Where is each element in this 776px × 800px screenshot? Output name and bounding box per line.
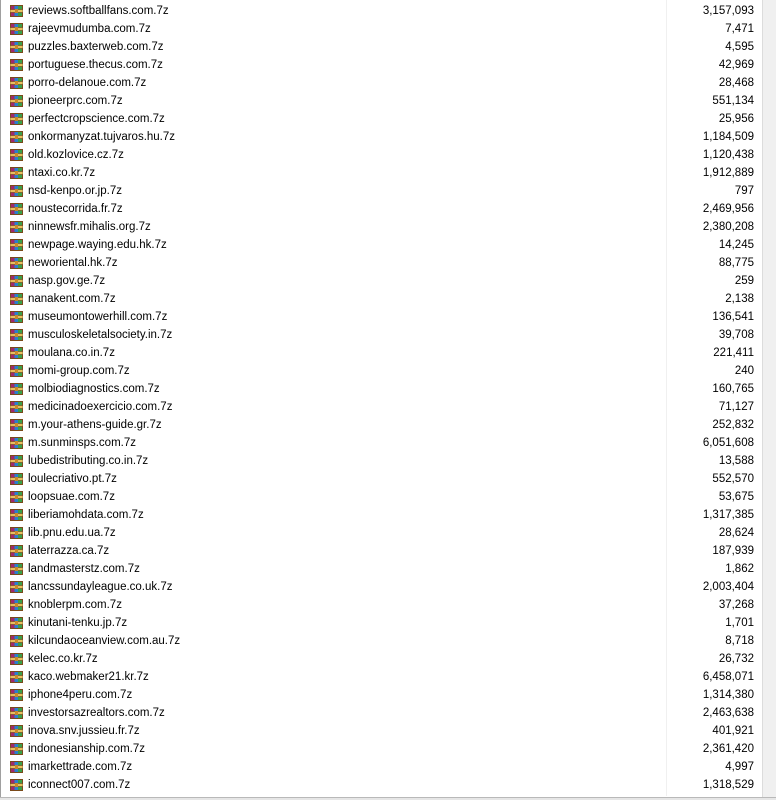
file-name: kaco.webmaker21.kr.7z xyxy=(28,671,149,683)
winrar-archive-icon xyxy=(10,239,23,251)
file-name: perfectcropscience.com.7z xyxy=(28,113,165,125)
winrar-archive-icon xyxy=(10,527,23,539)
file-name: onkormanyzat.tujvaros.hu.7z xyxy=(28,131,176,143)
file-size: 187,939 xyxy=(712,545,754,557)
file-size: 37,268 xyxy=(718,599,754,611)
file-size: 1,701 xyxy=(725,617,754,629)
winrar-archive-icon xyxy=(10,473,23,485)
winrar-archive-icon xyxy=(10,41,23,53)
winrar-archive-icon xyxy=(10,599,23,611)
winrar-archive-icon xyxy=(10,95,23,107)
file-row[interactable] xyxy=(0,524,762,542)
file-row[interactable] xyxy=(0,776,762,794)
file-row[interactable] xyxy=(0,452,762,470)
file-size: 1,314,380 xyxy=(702,689,754,701)
file-row[interactable] xyxy=(0,38,762,56)
file-name: knoblerpm.com.7z xyxy=(28,599,122,611)
file-row[interactable] xyxy=(0,92,762,110)
file-name: kinutani-tenku.jp.7z xyxy=(28,617,128,629)
file-name: m.sunminsps.com.7z xyxy=(28,437,137,449)
winrar-archive-icon xyxy=(10,383,23,395)
winrar-archive-icon xyxy=(10,311,23,323)
winrar-archive-icon xyxy=(10,5,23,17)
file-size: 2,380,208 xyxy=(702,221,754,233)
file-name: laterrazza.ca.7z xyxy=(28,545,110,557)
file-size: 1,317,385 xyxy=(702,509,754,521)
file-size: 1,912,889 xyxy=(702,167,754,179)
file-name: puzzles.baxterweb.com.7z xyxy=(28,41,164,53)
file-name: iconnect007.com.7z xyxy=(28,779,131,791)
file-row[interactable] xyxy=(0,308,762,326)
file-row[interactable] xyxy=(0,560,762,578)
file-row[interactable] xyxy=(0,506,762,524)
file-name: noustecorrida.fr.7z xyxy=(28,203,123,215)
winrar-archive-icon xyxy=(10,743,23,755)
file-row[interactable] xyxy=(0,434,762,452)
file-row[interactable] xyxy=(0,200,762,218)
file-name: iphone4peru.com.7z xyxy=(28,689,133,701)
file-size: 6,458,071 xyxy=(702,671,754,683)
file-name: lubedistributing.co.in.7z xyxy=(28,455,149,467)
file-name: nanakent.com.7z xyxy=(28,293,116,305)
file-row[interactable] xyxy=(0,686,762,704)
winrar-archive-icon xyxy=(10,491,23,503)
winrar-archive-icon xyxy=(10,221,23,233)
file-row[interactable] xyxy=(0,146,762,164)
file-size: 2,463,638 xyxy=(702,707,754,719)
file-row[interactable] xyxy=(0,758,762,776)
file-size: 13,588 xyxy=(718,455,754,467)
file-size: 401,921 xyxy=(712,725,754,737)
file-size: 8,718 xyxy=(725,635,754,647)
file-size: 1,120,438 xyxy=(702,149,754,161)
winrar-archive-icon xyxy=(10,455,23,467)
winrar-archive-icon xyxy=(10,113,23,125)
winrar-archive-icon xyxy=(10,437,23,449)
winrar-archive-icon xyxy=(10,59,23,71)
file-row[interactable] xyxy=(0,110,762,128)
file-row[interactable] xyxy=(0,56,762,74)
file-name: rajeevmudumba.com.7z xyxy=(28,23,151,35)
vertical-scrollbar[interactable] xyxy=(762,0,776,800)
file-name: nsd-kenpo.or.jp.7z xyxy=(28,185,122,197)
file-size: 14,245 xyxy=(718,239,754,251)
file-size: 136,541 xyxy=(712,311,754,323)
winrar-archive-icon xyxy=(10,77,23,89)
file-row[interactable] xyxy=(0,2,762,20)
file-name: investorsazrealtors.com.7z xyxy=(28,707,165,719)
file-size: 42,969 xyxy=(718,59,754,71)
file-row[interactable] xyxy=(0,74,762,92)
file-name: pioneerprc.com.7z xyxy=(28,95,123,107)
winrar-archive-icon xyxy=(10,545,23,557)
winrar-archive-icon xyxy=(10,761,23,773)
winrar-archive-icon xyxy=(10,329,23,341)
file-name: moulana.co.in.7z xyxy=(28,347,115,359)
file-size: 53,675 xyxy=(718,491,754,503)
file-name: neworiental.hk.7z xyxy=(28,257,118,269)
file-row[interactable] xyxy=(0,470,762,488)
file-size: 4,595 xyxy=(725,41,754,53)
winrar-archive-icon xyxy=(10,23,23,35)
file-row[interactable] xyxy=(0,722,762,740)
file-name: indonesianship.com.7z xyxy=(28,743,145,755)
winrar-archive-icon xyxy=(10,635,23,647)
file-size: 88,775 xyxy=(718,257,754,269)
winrar-archive-icon xyxy=(10,581,23,593)
file-name: old.kozlovice.cz.7z xyxy=(28,149,124,161)
file-name: kelec.co.kr.7z xyxy=(28,653,98,665)
winrar-archive-icon xyxy=(10,167,23,179)
file-size: 2,138 xyxy=(725,293,754,305)
file-name: imarkettrade.com.7z xyxy=(28,761,133,773)
winrar-archive-icon xyxy=(10,347,23,359)
winrar-archive-icon xyxy=(10,617,23,629)
file-row[interactable] xyxy=(0,326,762,344)
file-size: 252,832 xyxy=(712,419,754,431)
winrar-archive-icon xyxy=(10,365,23,377)
winrar-archive-icon xyxy=(10,401,23,413)
winrar-archive-icon xyxy=(10,653,23,665)
winrar-archive-icon xyxy=(10,509,23,521)
winrar-archive-icon xyxy=(10,671,23,683)
file-size: 39,708 xyxy=(718,329,754,341)
file-name: liberiamohdata.com.7z xyxy=(28,509,144,521)
file-name: kilcundaoceanview.com.au.7z xyxy=(28,635,181,647)
file-size: 259 xyxy=(734,275,754,287)
file-size: 25,956 xyxy=(718,113,754,125)
winrar-archive-icon xyxy=(10,779,23,791)
file-list xyxy=(0,2,762,794)
winrar-archive-icon xyxy=(10,725,23,737)
file-name: m.your-athens-guide.gr.7z xyxy=(28,419,162,431)
file-name: medicinadoexercicio.com.7z xyxy=(28,401,173,413)
file-row[interactable] xyxy=(0,416,762,434)
file-size: 2,361,420 xyxy=(702,743,754,755)
file-size: 28,468 xyxy=(718,77,754,89)
file-size: 1,318,529 xyxy=(702,779,754,791)
file-size: 71,127 xyxy=(718,401,754,413)
file-row[interactable] xyxy=(0,740,762,758)
file-name: porro-delanoue.com.7z xyxy=(28,77,147,89)
file-row[interactable] xyxy=(0,578,762,596)
file-size: 552,570 xyxy=(712,473,754,485)
file-row[interactable] xyxy=(0,380,762,398)
winrar-archive-icon xyxy=(10,185,23,197)
winrar-archive-icon xyxy=(10,275,23,287)
file-name: loopsuae.com.7z xyxy=(28,491,115,503)
file-row[interactable] xyxy=(0,218,762,236)
file-row[interactable] xyxy=(0,236,762,254)
file-row[interactable] xyxy=(0,272,762,290)
winrar-archive-icon xyxy=(10,419,23,431)
file-row[interactable] xyxy=(0,704,762,722)
file-size: 221,411 xyxy=(713,347,754,359)
file-size: 240 xyxy=(734,365,754,377)
file-size: 4,997 xyxy=(725,761,754,773)
file-row[interactable] xyxy=(0,290,762,308)
winrar-archive-icon xyxy=(10,149,23,161)
file-size: 3,157,093 xyxy=(702,5,754,17)
file-name: portuguese.thecus.com.7z xyxy=(28,59,163,71)
file-name: ntaxi.co.kr.7z xyxy=(28,167,96,179)
winrar-archive-icon xyxy=(10,131,23,143)
file-row[interactable] xyxy=(0,20,762,38)
winrar-archive-icon xyxy=(10,293,23,305)
file-size: 797 xyxy=(734,185,754,197)
file-name: momi-group.com.7z xyxy=(28,365,130,377)
file-name: museumontowerhill.com.7z xyxy=(28,311,168,323)
file-size: 2,003,404 xyxy=(702,581,754,593)
file-name: lancssundayleague.co.uk.7z xyxy=(28,581,173,593)
winrar-archive-icon xyxy=(10,563,23,575)
file-name: ninnewsfr.mihalis.org.7z xyxy=(28,221,151,233)
winrar-archive-icon xyxy=(10,689,23,701)
file-row[interactable] xyxy=(0,650,762,668)
file-name: nasp.gov.ge.7z xyxy=(28,275,106,287)
file-row[interactable] xyxy=(0,488,762,506)
file-size: 6,051,608 xyxy=(702,437,754,449)
file-row[interactable] xyxy=(0,182,762,200)
file-size: 28,624 xyxy=(718,527,754,539)
file-name: molbiodiagnostics.com.7z xyxy=(28,383,160,395)
file-name: inova.snv.jussieu.fr.7z xyxy=(28,725,140,737)
file-row[interactable] xyxy=(0,128,762,146)
file-row[interactable] xyxy=(0,362,762,380)
file-size: 160,765 xyxy=(712,383,754,395)
file-name: loulecriativo.pt.7z xyxy=(28,473,117,485)
file-name: musculoskeletalsociety.in.7z xyxy=(28,329,173,341)
winrar-archive-icon xyxy=(10,707,23,719)
file-row[interactable] xyxy=(0,344,762,362)
file-size: 1,862 xyxy=(725,563,754,575)
file-row[interactable] xyxy=(0,632,762,650)
file-size: 7,471 xyxy=(725,23,754,35)
file-row[interactable] xyxy=(0,596,762,614)
file-row[interactable] xyxy=(0,398,762,416)
file-name: landmasterstz.com.7z xyxy=(28,563,140,575)
file-row[interactable] xyxy=(0,668,762,686)
file-name: reviews.softballfans.com.7z xyxy=(28,5,169,17)
file-size: 2,469,956 xyxy=(702,203,754,215)
file-row[interactable] xyxy=(0,614,762,632)
file-name: newpage.waying.edu.hk.7z xyxy=(28,239,167,251)
file-size: 551,134 xyxy=(712,95,754,107)
winrar-archive-icon xyxy=(10,203,23,215)
file-row[interactable] xyxy=(0,254,762,272)
file-row[interactable] xyxy=(0,164,762,182)
file-size: 26,732 xyxy=(718,653,754,665)
file-row[interactable] xyxy=(0,542,762,560)
winrar-archive-icon xyxy=(10,257,23,269)
file-size: 1,184,509 xyxy=(702,131,754,143)
file-name: lib.pnu.edu.ua.7z xyxy=(28,527,116,539)
